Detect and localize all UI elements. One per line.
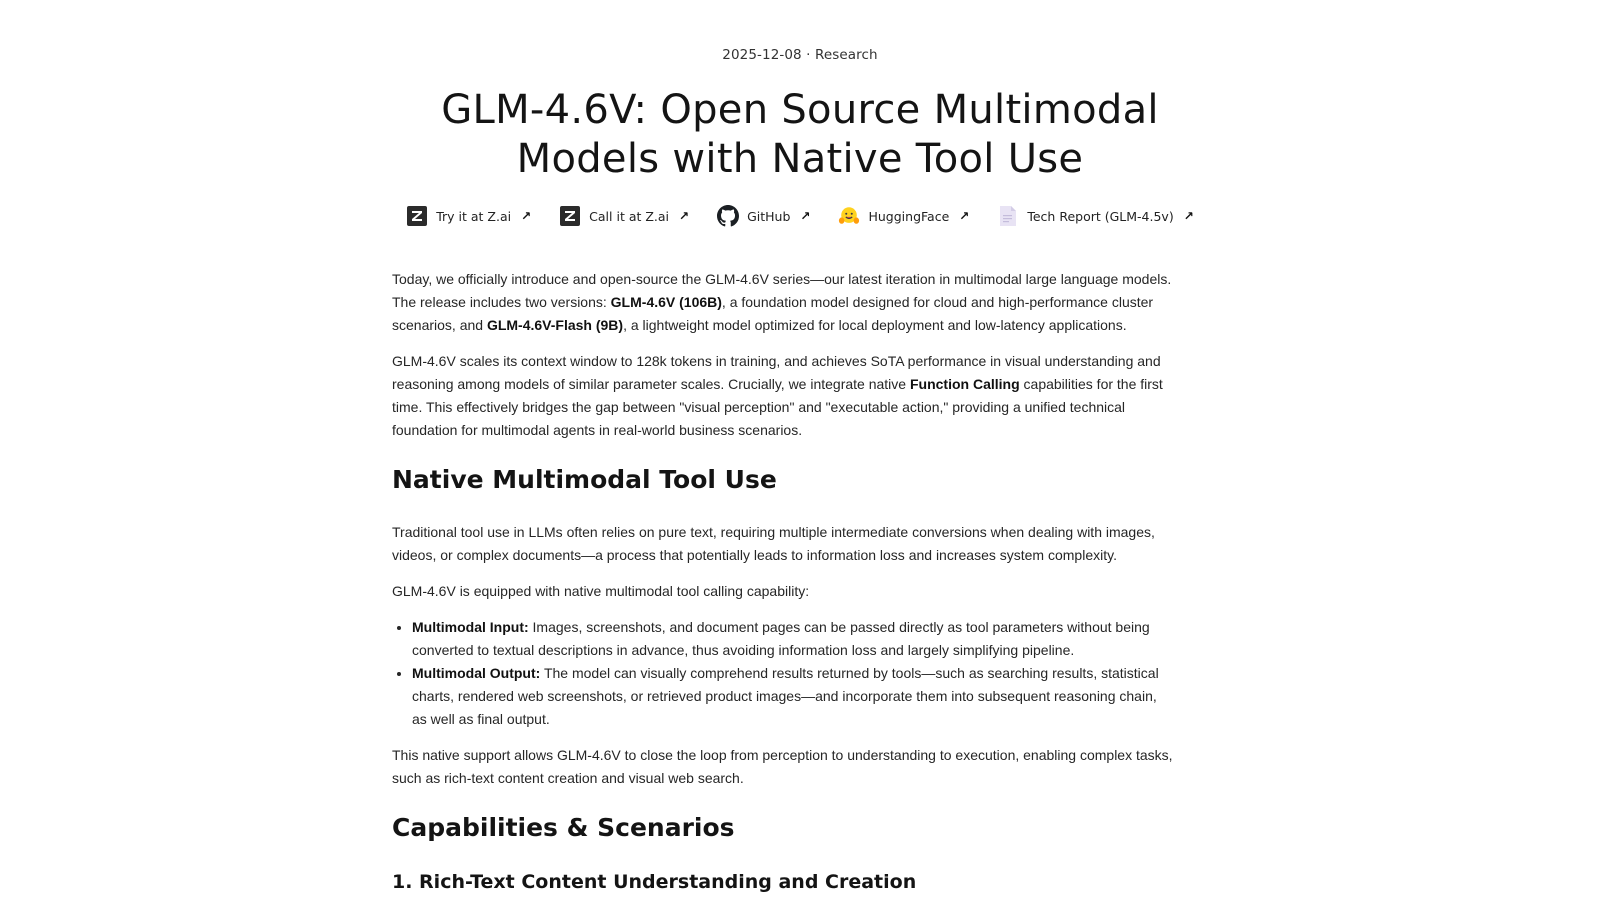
huggingface-icon <box>838 205 860 227</box>
list-item-multimodal-output: • Multimodal Output: The model can visually comprehend results returned by tools—such as searching results, statistical charts, rendered web screenshots, or retrieved product images—and incorporate them into subsequent reasoning chain, as well as final output. <box>412 662 1174 731</box>
external-arrow-icon: ↗ <box>800 209 811 223</box>
link-label: Call it at Z.ai <box>589 208 670 224</box>
context-paragraph: GLM-4.6V scales its context window to 128k tokens in training, and achieves SoTA performance in visual understanding and reasoning among models of similar parameter scales. Crucially, we integrate native Function Calling capabilities for the first time. This effectively bridges the gap between "visual perception" and "executable action," providing a unified technical foundation for multimodal agents in real-world business scenarios. <box>392 353 1163 438</box>
external-arrow-icon: ↗ <box>679 209 690 223</box>
document-icon <box>997 205 1019 227</box>
post-meta <box>0 47 1600 63</box>
zai-logo-icon <box>559 205 581 227</box>
resource-links <box>0 205 1600 227</box>
section-heading-capabilities: Capabilities & Scenarios <box>392 813 735 842</box>
external-arrow-icon: ↗ <box>959 209 970 223</box>
post-category: Research <box>814 47 878 63</box>
github-icon <box>717 205 739 227</box>
try-zai-link[interactable] <box>402 205 535 227</box>
function-calling-term: Function Calling <box>909 376 1020 392</box>
closing-loop-paragraph: This native support allows GLM-4.6V to close the loop from perception to understanding to execution, enabling complex tasks, such as rich-text content creation and visual web search. <box>392 747 1173 786</box>
huggingface-link[interactable] <box>834 205 973 227</box>
intro-paragraph: Today, we officially introduce and open-source the GLM-4.6V series—our latest iteration in multimodal large language models. The release includes two versions: GLM-4.6V (106B), a foundation model designed for cloud and high-performance cluster scenarios, and GLM-4.6V-Flash (9B), a lightweight model optimized for local deployment and low-latency applications. <box>392 271 1172 333</box>
section-heading-native-tool-use: Native Multimodal Tool Use <box>392 465 777 494</box>
capability-list <box>392 616 1174 731</box>
model-name-flash: GLM-4.6V-Flash (9B) <box>486 317 624 333</box>
model-name-106b: GLM-4.6V (106B) <box>610 294 722 310</box>
post-date: 2025-12-08 <box>722 47 802 63</box>
title-line-2: Models with Native Tool Use <box>516 136 1084 182</box>
page-title <box>0 86 1600 184</box>
article-body <box>392 268 1174 895</box>
title-line-1: GLM-4.6V: Open Source Multimodal <box>441 87 1159 133</box>
subsection-heading-rich-text: 1. Rich-Text Content Understanding and Creation <box>392 871 917 893</box>
external-arrow-icon: ↗ <box>521 209 532 223</box>
external-arrow-icon: ↗ <box>1183 209 1194 223</box>
link-label: Tech Report (GLM-4.5v) <box>1027 208 1174 224</box>
zai-logo-icon <box>406 205 428 227</box>
list-item-multimodal-input: • Multimodal Input: Images, screenshots, and document pages can be passed directly as tool parameters without being converted to textual descriptions in advance, thus avoiding information loss and largely simplifying pipeline. <box>412 616 1174 662</box>
github-link[interactable] <box>713 205 814 227</box>
traditional-tool-use-paragraph: Traditional tool use in LLMs often relies on pure text, requiring multiple intermediate conversions when dealing with images, videos, or complex documents—a process that potentially leads to information loss and increases system complexity. <box>392 524 1155 563</box>
link-label: GitHub <box>747 208 791 224</box>
link-label: Try it at Z.ai <box>436 208 512 224</box>
meta-separator: · <box>806 47 811 63</box>
capability-intro-paragraph: GLM-4.6V is equipped with native multimodal tool calling capability: <box>392 583 810 599</box>
tech-report-link[interactable] <box>993 205 1197 227</box>
link-label: HuggingFace <box>868 208 950 224</box>
call-zai-link[interactable] <box>555 205 693 227</box>
